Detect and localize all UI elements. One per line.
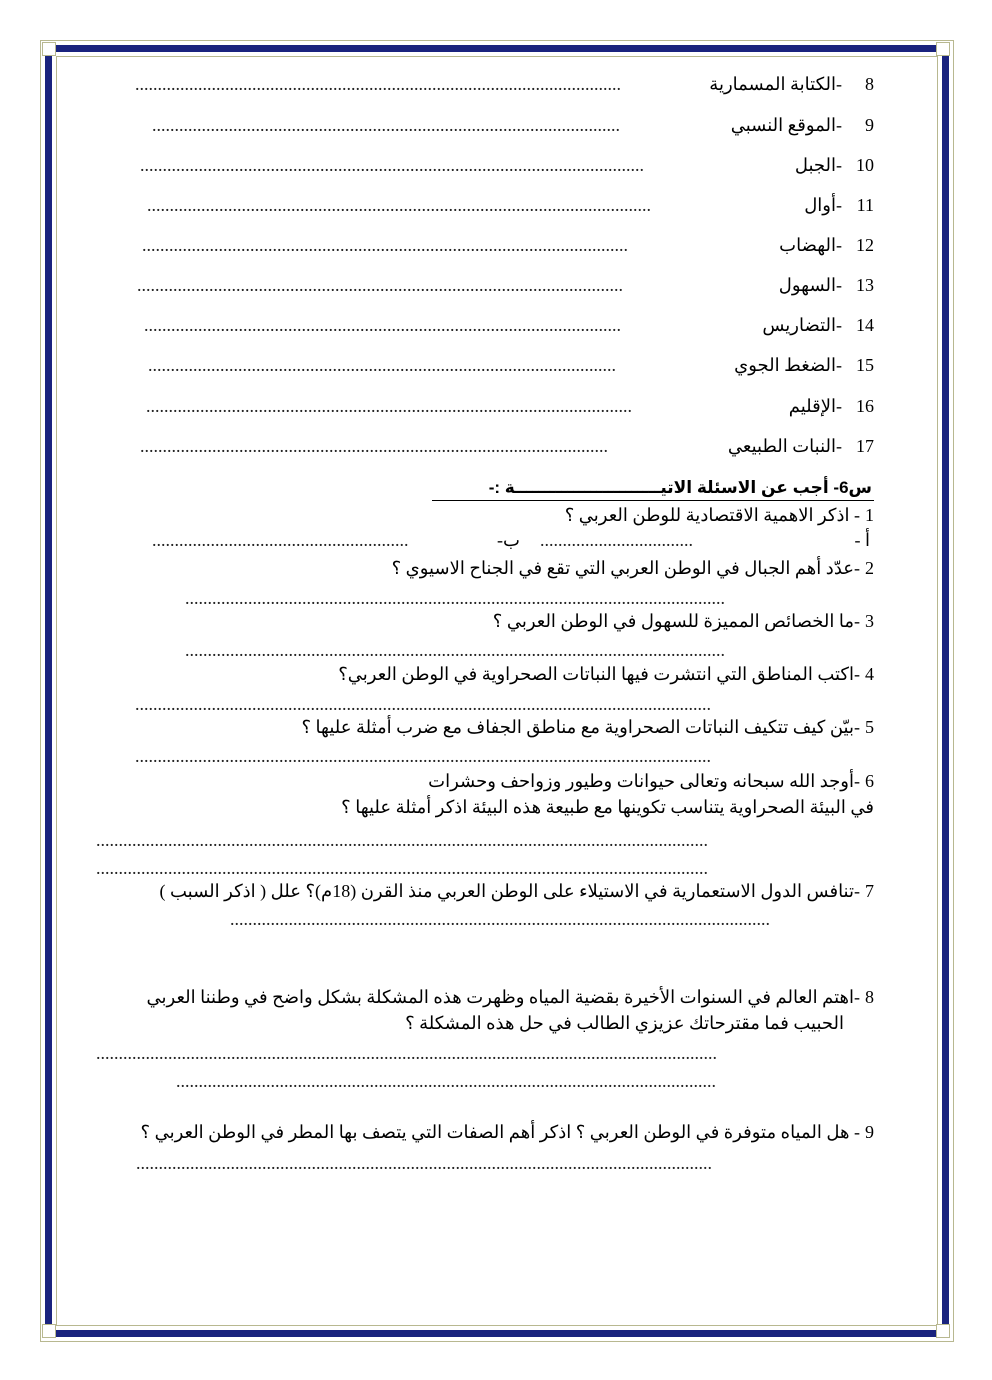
answer-row — [0, 907, 992, 931]
answer-dots: ........................................................................................................ — [148, 355, 616, 375]
term-number: 13 — [856, 275, 874, 295]
term-number: 12 — [856, 235, 874, 255]
term-number: 10 — [856, 155, 874, 175]
question-row — [0, 556, 992, 580]
question-row — [0, 715, 992, 739]
term-number: 9 — [865, 115, 874, 135]
answer-dots: ........................................................................................................ — [140, 436, 608, 456]
term-row — [0, 353, 992, 377]
question-row-continued — [0, 795, 992, 819]
answer-dots: ............................................................................................................ — [137, 275, 623, 295]
term-number: 17 — [856, 436, 874, 456]
question-text: -اهتم العالم في السنوات الأخيرة بقضية المياه وظهرت هذه المشكلة بشكل واضح في وطننا العربي — [146, 987, 860, 1007]
border-corner — [42, 1324, 56, 1338]
heading-underline — [432, 500, 874, 501]
answer-dots: ............................................................................................................ — [146, 396, 632, 416]
term-row — [0, 72, 992, 96]
term-label: -الضغط الجوي — [734, 355, 842, 375]
term-row — [0, 193, 992, 217]
question-row — [0, 879, 992, 903]
question-row — [0, 503, 992, 527]
answer-dots: .................................. — [540, 530, 693, 550]
question-row-continued — [0, 1011, 992, 1035]
border-corner — [42, 42, 56, 56]
term-row — [0, 113, 992, 137]
question-number: 7 — [865, 881, 874, 901]
question-number: 4 — [865, 664, 874, 684]
question-number: 2 — [865, 558, 874, 578]
term-row — [0, 313, 992, 337]
term-number: 14 — [856, 315, 874, 335]
answer-dots: ................................................................................................................ — [140, 155, 644, 175]
answer-row — [0, 1041, 992, 1065]
term-label: -الجبل — [794, 155, 842, 175]
term-number: 16 — [856, 396, 874, 416]
answer-dots: ............................................................................................................ — [142, 235, 628, 255]
question-text: -أوجد الله سبحانه وتعالى حيوانات وطيور وزواحف وحشرات — [428, 771, 860, 791]
question-text: - اذكر الاهمية الاقتصادية للوطن العربي ؟ — [564, 505, 860, 525]
question-number: 9 — [865, 1122, 874, 1142]
border-corner — [936, 1324, 950, 1338]
question-row — [0, 609, 992, 633]
answer-dots: ......................................................... — [152, 530, 409, 550]
term-row — [0, 434, 992, 458]
term-label: -الإقليم — [788, 396, 842, 416]
question-number: 6 — [865, 771, 874, 791]
answer-row — [0, 856, 992, 880]
term-label: -الموقع النسبي — [730, 115, 842, 135]
answer-row — [0, 638, 992, 662]
answer-dots: .......................................................................................................................................... — [96, 1043, 717, 1063]
question-text: -بيّن كيف تتكيف النباتات الصحراوية مع مناطق الجفاف مع ضرب أمثلة عليها ؟ — [301, 717, 860, 737]
answer-dots: ........................................................................................................................ — [185, 588, 725, 608]
section-title: س6- أجب عن الاسئلة الاتيـــــــــــــــــــــــــة :- — [488, 478, 872, 497]
answer-row — [0, 586, 992, 610]
answer-dots: ........................................................................................................................................ — [96, 830, 708, 850]
term-row — [0, 153, 992, 177]
term-label: -التضاريس — [762, 315, 842, 335]
question-row — [0, 769, 992, 793]
term-label: -السهول — [778, 275, 842, 295]
question-number: 8 — [865, 987, 874, 1007]
answer-dots: ........................................................................................................................................ — [96, 858, 708, 878]
question-text: -اكتب المناطق التي انتشرت فيها النباتات الصحراوية في الوطن العربي؟ — [338, 664, 860, 684]
term-row — [0, 273, 992, 297]
section-heading — [0, 476, 992, 500]
answer-dots: ................................................................................................................................ — [135, 694, 711, 714]
border-corner — [936, 42, 950, 56]
answer-row — [0, 692, 992, 716]
answer-dots: ............................................................................................................ — [135, 74, 621, 94]
term-label: -الكتابة المسمارية — [709, 74, 842, 94]
term-label: -الهضاب — [779, 235, 842, 255]
term-row — [0, 233, 992, 257]
answer-dots: ........................................................................................................................ — [176, 1071, 716, 1091]
answer-b-label: ب- — [497, 530, 520, 550]
question-text: - هل المياه متوفرة في الوطن العربي ؟ اذكر أهم الصفات التي يتصف بها المطر في الوطن العربي ؟ — [140, 1122, 860, 1142]
answer-dots: ........................................................................................................................ — [230, 909, 770, 929]
answer-dots: ........................................................................................................................ — [185, 640, 725, 660]
answer-a-label: أ - — [854, 530, 870, 550]
answer-dots: ................................................................................................................ — [147, 195, 651, 215]
term-label: -أوال — [804, 195, 842, 215]
term-row — [0, 394, 992, 418]
question-text: في البيئة الصحراوية يتناسب تكوينها مع طبيعة هذه البيئة اذكر أمثلة عليها ؟ — [341, 797, 874, 817]
question-row — [0, 662, 992, 686]
question-row — [0, 1120, 992, 1144]
answer-row — [0, 528, 992, 552]
answer-row — [0, 744, 992, 768]
question-number: 5 — [865, 717, 874, 737]
question-row — [0, 985, 992, 1009]
term-number: 11 — [856, 195, 874, 215]
term-label: -النبات الطبيعي — [727, 436, 842, 456]
question-text: -عدّد أهم الجبال في الوطن العربي التي تقع في الجناح الاسيوي ؟ — [391, 558, 860, 578]
answer-dots: .......................................................................................................... — [144, 315, 621, 335]
answer-row — [0, 828, 992, 852]
answer-row — [0, 1151, 992, 1175]
question-number: 1 — [865, 505, 874, 525]
answer-dots: ................................................................................................................................ — [135, 746, 711, 766]
answer-dots: ........................................................................................................ — [152, 115, 620, 135]
term-number: 15 — [856, 355, 874, 375]
question-text: الحبيب فما مقترحاتك عزيزي الطالب في حل هذه المشكلة ؟ — [405, 1013, 844, 1033]
question-number: 3 — [865, 611, 874, 631]
question-text: -ما الخصائص المميزة للسهول في الوطن العربي ؟ — [492, 611, 860, 631]
question-text: -تنافس الدول الاستعمارية في الاستيلاء على الوطن العربي منذ القرن (18م)؟ علل ( اذكر السبب ) — [159, 881, 860, 901]
answer-row — [0, 1069, 992, 1093]
term-number: 8 — [865, 74, 874, 94]
answer-dots: ................................................................................................................................ — [136, 1153, 712, 1173]
